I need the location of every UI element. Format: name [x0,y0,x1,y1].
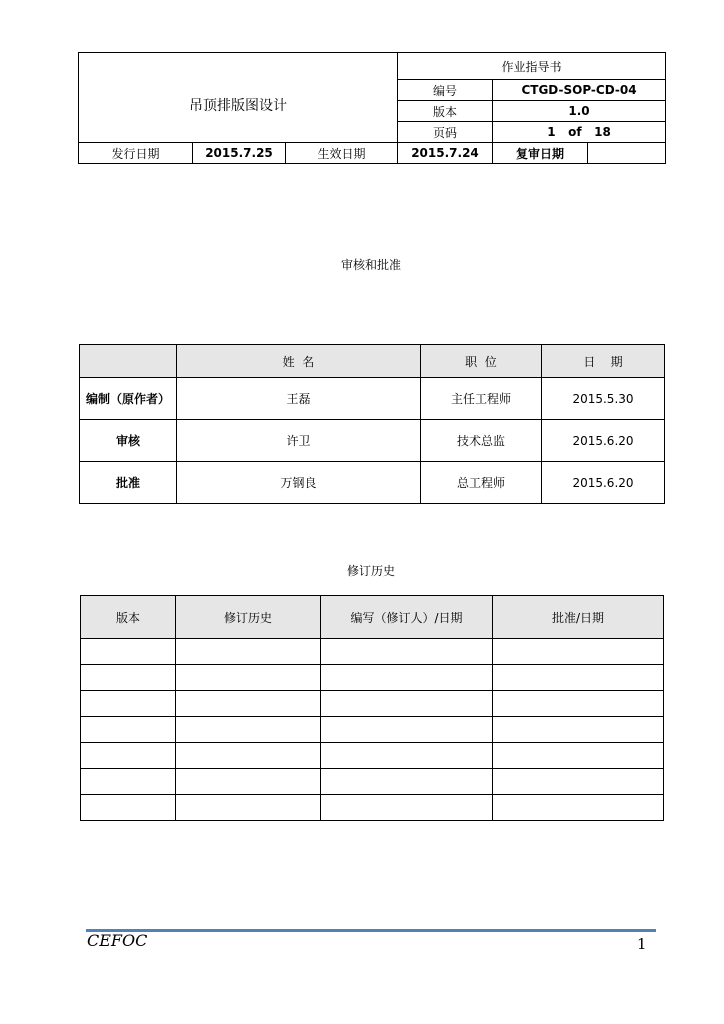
revision-cell [493,795,664,821]
footer-divider [86,929,656,932]
approval-role: 审核 [80,420,177,462]
approval-date: 2015.6.20 [542,420,665,462]
page-label: 页码 [398,122,493,143]
revision-row [81,691,664,717]
issue-date-label: 发行日期 [79,143,193,164]
issue-date-value: 2015.7.25 [193,143,286,164]
review-date-value [588,143,666,164]
approval-row [80,420,665,462]
revision-cell [493,743,664,769]
footer-page-number: 1 [637,935,647,953]
document-type: 作业指导书 [398,53,666,80]
number-value: CTGD-SOP-CD-04 [493,80,666,101]
approval-row [80,462,665,504]
revision-row [81,717,664,743]
revision-cell [176,665,321,691]
approval-name: 许卫 [177,420,421,462]
revision-cell [493,639,664,665]
revision-cell [321,743,493,769]
approval-date: 2015.6.20 [542,462,665,504]
approval-role: 编制（原作者） [80,378,177,420]
revision-rows [81,639,664,821]
approval-row [80,378,665,420]
effective-date-label: 生效日期 [286,143,398,164]
revision-cell [176,717,321,743]
revision-cell [321,665,493,691]
approval-position: 主任工程师 [421,378,542,420]
revision-cell [493,769,664,795]
revision-cell [81,769,176,795]
approval-header-row [80,345,665,378]
revision-cell [321,639,493,665]
revision-section-title: 修订历史 [346,564,395,578]
revision-cell [176,743,321,769]
revision-cell [81,743,176,769]
revision-col-header: 修订历史 [176,596,321,639]
approval-section-title: 审核和批准 [340,258,401,272]
revision-col-header: 批准/日期 [493,596,664,639]
revision-cell [321,691,493,717]
approval-col-header: 职 位 [421,345,542,378]
revision-cell [176,795,321,821]
revision-cell [493,691,664,717]
revision-row [81,665,664,691]
revision-cell [81,639,176,665]
approval-name: 王磊 [177,378,421,420]
revision-cell [81,717,176,743]
approval-date: 2015.5.30 [542,378,665,420]
revision-cell [176,769,321,795]
revision-header-row [81,596,664,639]
revision-col-header: 版本 [81,596,176,639]
revision-cell [493,717,664,743]
document-header-table [78,52,666,164]
approval-col-header [80,345,177,378]
revision-cell [321,769,493,795]
page-value: 1 of 18 [493,122,666,143]
version-label: 版本 [398,101,493,122]
revision-cell [321,717,493,743]
revision-cell [81,795,176,821]
approval-col-header: 姓 名 [177,345,421,378]
revision-row [81,639,664,665]
review-date-label: 复审日期 [493,143,588,164]
number-label: 编号 [398,80,493,101]
approval-table [79,344,665,504]
document-title: 吊顶排版图设计 [79,53,398,143]
approval-position: 技术总监 [421,420,542,462]
revision-cell [493,665,664,691]
revision-cell [81,691,176,717]
revision-row [81,769,664,795]
approval-name: 万钢良 [177,462,421,504]
effective-date-value: 2015.7.24 [398,143,493,164]
revision-col-header: 编写（修订人）/日期 [321,596,493,639]
revision-cell [321,795,493,821]
revision-cell [176,691,321,717]
revision-row [81,743,664,769]
revision-cell [81,665,176,691]
revision-row [81,795,664,821]
approval-position: 总工程师 [421,462,542,504]
footer-brand: CEFOC [87,931,148,950]
revision-table [80,595,664,821]
version-value: 1.0 [493,101,666,122]
approval-col-header: 日 期 [542,345,665,378]
revision-cell [176,639,321,665]
approval-role: 批准 [80,462,177,504]
